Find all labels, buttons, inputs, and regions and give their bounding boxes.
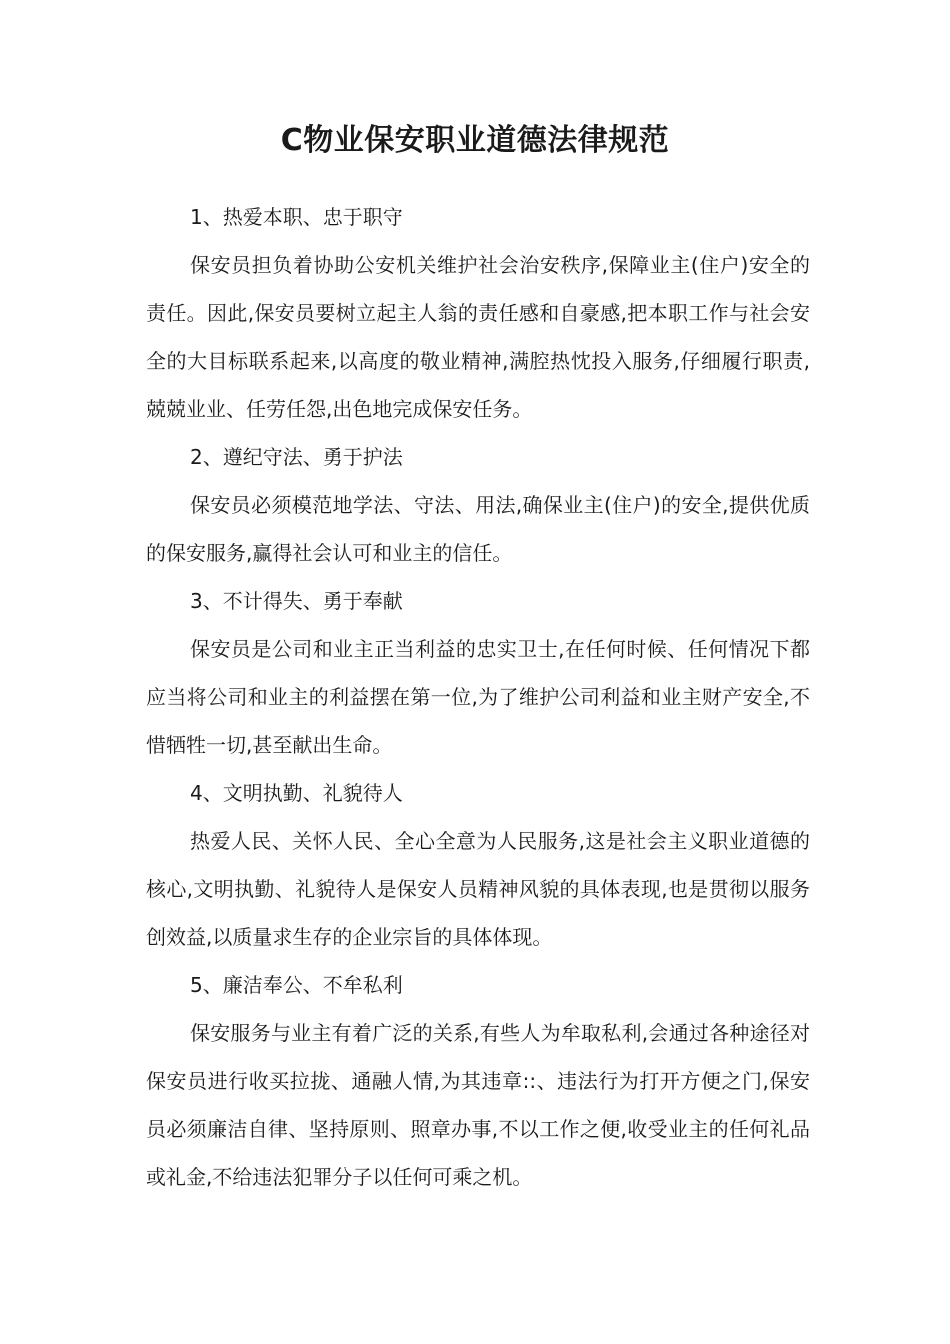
document-body (146, 193, 810, 1201)
section-1 (146, 193, 810, 433)
section-paragraph: 保安员必须模范地学法、守法、用法,确保业主(住户)的安全,提供优质的保安服务,赢得社会认可和业主的信任。 (146, 493, 810, 565)
section-heading: 4、文明执勤、礼貌待人 (190, 781, 403, 805)
section-paragraph: 热爱人民、关怀人民、全心全意为人民服务,这是社会主义职业道德的核心,文明执勤、礼貌待人是保安人员精神风貌的具体表现,也是贯彻以服务创效益,以质量求生存的企业宗旨的具体体现。 (146, 829, 810, 949)
section-paragraph: 保安服务与业主有着广泛的关系,有些人为牟取私利,会通过各种途径对保安员进行收买拉拢、通融人情,为其违章::、违法行为打开方便之门,保安员必须廉洁自律、坚持原则、照章办事,不以工作之便,收受业主的任何礼品或礼金,不给违法犯罪分子以任何可乘之机。 (146, 1021, 810, 1189)
section-heading: 1、热爱本职、忠于职守 (190, 205, 403, 229)
document-title: C物业保安职业道德法律规范 (280, 123, 670, 158)
section-paragraph: 保安员是公司和业主正当利益的忠实卫士,在任何时候、任何情况下都应当将公司和业主的利益摆在第一位,为了维护公司利益和业主财产安全,不惜牺牲一切,甚至献出生命。 (146, 637, 810, 757)
section-heading: 3、不计得失、勇于奉献 (190, 589, 403, 613)
section-heading: 5、廉洁奉公、不牟私利 (190, 973, 403, 997)
section-4 (146, 769, 810, 961)
section-heading: 2、遵纪守法、勇于护法 (190, 445, 403, 469)
section-3 (146, 577, 810, 769)
section-2 (146, 433, 810, 577)
section-5 (146, 961, 810, 1201)
section-paragraph: 保安员担负着协助公安机关维护社会治安秩序,保障业主(住户)安全的责任。因此,保安员要树立起主人翁的责任感和自豪感,把本职工作与社会安全的大目标联系起来,以高度的敬业精神,满腔热忱投入服务,仔细履行职责,兢兢业业、任劳任怨,出色地完成保安任务。 (146, 253, 810, 421)
